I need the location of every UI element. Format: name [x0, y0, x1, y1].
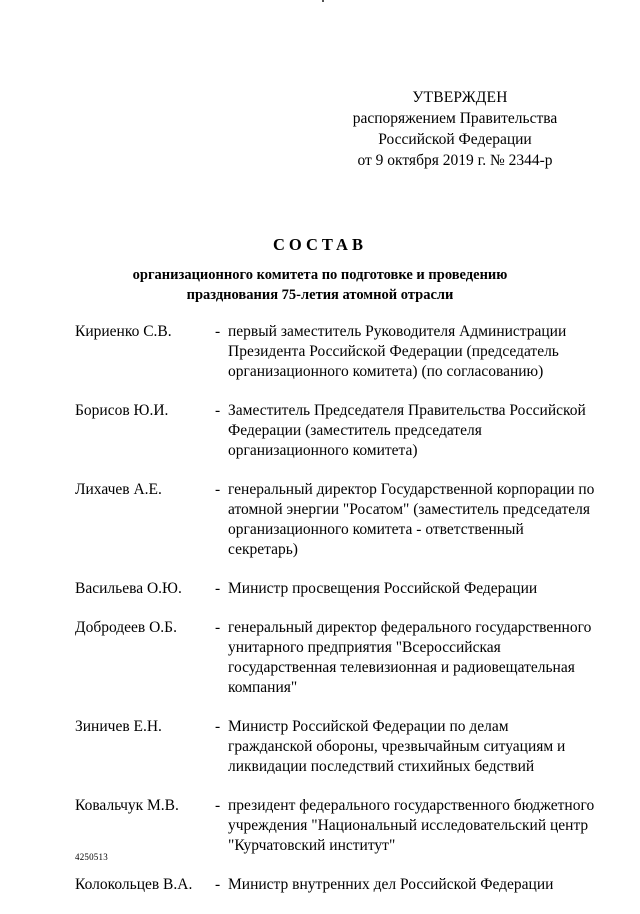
member-role: Министр просвещения Российской Федерации: [228, 580, 538, 597]
title-block: [60, 234, 580, 305]
member-dash: -: [215, 619, 221, 636]
member-entry: [75, 579, 595, 599]
member-entry: [75, 401, 595, 461]
member-dash: -: [215, 402, 221, 419]
approval-heading: УТВЕРЖДЕН: [412, 89, 508, 106]
approval-block: [330, 87, 580, 171]
member-dash: -: [215, 481, 221, 498]
member-dash: -: [215, 797, 221, 814]
member-name: Ковальчук М.В.: [75, 797, 179, 814]
approval-date-number: от 9 октября 2019 г. № 2344-р: [357, 152, 553, 169]
member-entry: [75, 618, 595, 698]
page-mark: [322, 0, 324, 2]
member-name: Колокольцев В.А.: [75, 876, 193, 893]
subtitle-line: организационного комитета по подготовке и проведению: [132, 267, 508, 283]
member-entry: [75, 480, 595, 560]
members-list: [75, 322, 595, 914]
member-role: генеральный директор Государственной корпорации по атомной энергии "Росатом" (заместитель председателя организационного комитета - ответственный секретарь): [228, 481, 595, 558]
member-entry: [75, 717, 595, 777]
member-name: Лихачев А.Е.: [75, 481, 162, 498]
approval-line: Российской Федерации: [378, 131, 532, 148]
member-role: Министр Российской Федерации по делам гражданской обороны, чрезвычайным ситуациям и ликвидации последствий стихийных бедствий: [228, 718, 566, 775]
member-name: Васильева О.Ю.: [75, 580, 182, 597]
member-entry: [75, 796, 595, 856]
member-role: первый заместитель Руководителя Администрации Президента Российской Федерации (председатель организационного комитета) (по согласованию): [228, 323, 567, 380]
document-code: 4250513: [75, 852, 108, 862]
member-name: Зиничев Е.Н.: [75, 718, 162, 735]
member-role: Заместитель Председателя Правительства Российской Федерации (заместитель председателя организационного комитета): [228, 402, 586, 459]
member-name: Добродеев О.Б.: [75, 619, 177, 636]
member-name: Борисов Ю.И.: [75, 402, 169, 419]
member-dash: -: [215, 876, 221, 893]
member-dash: -: [215, 580, 221, 597]
member-entry: [75, 875, 595, 895]
member-role: президент федерального государственного бюджетного учреждения "Национальный исследовательский центр "Курчатовский институт": [228, 797, 595, 854]
document-title: СОСТАВ: [273, 235, 367, 254]
member-role: Министр внутренних дел Российской Федерации: [228, 876, 554, 893]
member-entry: [75, 322, 595, 382]
subtitle-line: празднования 75-летия атомной отрасли: [186, 287, 454, 303]
member-dash: -: [215, 718, 221, 735]
member-dash: -: [215, 323, 221, 340]
member-name: Кириенко С.В.: [75, 323, 172, 340]
approval-line: распоряжением Правительства: [352, 110, 558, 127]
document-subtitle: [60, 265, 580, 305]
member-role: генеральный директор федерального государственного унитарного предприятия "Всероссийская государственная телевизионная и радиовещательная компания": [228, 619, 592, 696]
